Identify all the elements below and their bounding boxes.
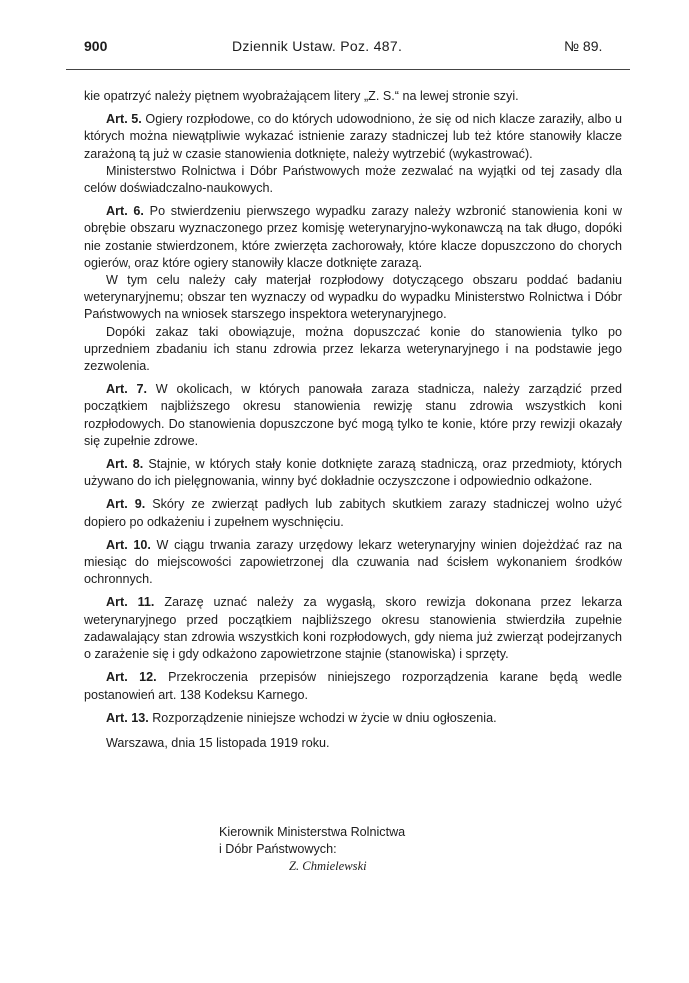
article-text: Po stwierdzeniu pierwszego wypadku zarazy należy wzbronić stanowienia koni w obrębie obszaru wyznaczonego przez komisję weterynaryjno-wykonawczą na tak długo, dopóki nie zostanie stwierdzonem, które zwierzęta zachorowały, które klacze dopuszczono do chorych ogierów, oraz które ogiery stanowiły klacze dotknięte zarazą. xyxy=(84,204,622,270)
article-label: Art. 12. xyxy=(106,670,157,685)
signature-block xyxy=(219,824,519,876)
intro-paragraph: kie opatrzyć należy piętnem wyobrażającem litery „Z. S.“ na lewej stronie szyi. xyxy=(84,89,519,103)
article-text: Dopóki zakaz taki obowiązuje, można dopuszczać konie do stanowienia tylko po uprzedniem zbadaniu ich stanu zdrowia przez lekarza weterynaryjnego i na podstawie jego zezwolenia. xyxy=(84,324,622,374)
article-text: W tym celu należy cały materjał rozpłodowy dotyczącego obszaru poddać badaniu weterynaryjnemu; obszar ten wyznaczy od wypadku do wypadku Ministerstwo Rolnictwa i Dóbr Państwowych na wniosek starszego inspektora weterynaryjnego. xyxy=(84,273,622,322)
article-text: W okolicach, w których panowała zaraza stadnicza, należy zarządzić przed początkiem najbliższego okresu stanowienia rewizję stanu zdrowia wszystkich koni rozpłodowych. Do stanowienia dopuszczone być mogą tylko te konie, które przy rewizji okazały się zupełnie zdrowe. xyxy=(84,382,622,448)
article-text: Skóry ze zwierząt padłych lub zabitych skutkiem zarazy stadniczej wolno użyć dopiero po odkażeniu i zupełnem wyschnięciu. xyxy=(84,497,622,529)
signatory-title-line-2: i Dóbr Państwowych: xyxy=(219,842,337,857)
article-text: Stajnie, w których stały konie dotknięte zarazą stadniczą, oraz przedmioty, których używano do ich pielęgnowania, winny być dokładnie oczyszczone i odpowiednio odkażone. xyxy=(84,457,622,489)
article-6-continuation-2 xyxy=(84,324,622,376)
journal-title: Dziennik Ustaw. Poz. 487. xyxy=(232,38,403,54)
article-text: Przekroczenia przepisów niniejszego rozporządzenia karane będą wedle postanowień art. 138 Kodeksu Karnego. xyxy=(84,670,622,702)
article-label: Art. 9. xyxy=(106,497,146,512)
article-label: Art. 13. xyxy=(106,710,149,725)
article-label: Art. 11. xyxy=(106,595,155,610)
article-label: Art. 7. xyxy=(106,382,147,397)
article-text: Ministerstwo Rolnictwa i Dóbr Państwowych może zezwalać na wyjątki od tej zasady dla celów doświadczalno-naukowych. xyxy=(84,163,622,196)
article-label: Art. 10. xyxy=(106,537,151,552)
article-text: W ciągu trwania zarazy urzędowy lekarz weterynaryjny winien dojeżdżać raz na miesiąc do miejscowości zapowietrzonej dla czuwania nad ścisłem wykonaniem środków ochronnych. xyxy=(84,537,622,587)
header-divider xyxy=(66,69,630,70)
article-5 xyxy=(84,111,622,163)
date-line: Warszawa, dnia 15 listopada 1919 roku. xyxy=(106,735,330,750)
article-7 xyxy=(84,381,622,450)
article-9 xyxy=(84,496,622,530)
article-13 xyxy=(84,710,622,727)
signatory-title-line-1: Kierownik Ministerstwa Rolnictwa xyxy=(219,825,406,839)
article-12 xyxy=(84,669,622,703)
signatory-name: Z. Chmielewski xyxy=(289,859,367,874)
article-text: Rozporządzenie niniejsze wchodzi w życie w dniu ogłoszenia. xyxy=(148,710,497,725)
article-text: Ogiery rozpłodowe, co do których udowodniono, że się od nich klacze zaraziły, albo u których można niewątpliwie wykazać istnienie zarazy stadniczej lub też które stanowiły klacze zarażoną tą już w czasie stanowienia dotknięte, należy wytrzebić (wykastrować). xyxy=(84,112,622,161)
article-11 xyxy=(84,594,622,663)
article-5-continuation xyxy=(84,163,622,197)
article-label: Art. 5. xyxy=(106,112,142,127)
article-10 xyxy=(84,537,622,589)
article-text: Zarazę uznać należy za wygasłą, skoro rewizja dokonana przez lekarza weterynaryjnego przed początkiem najbliższego okresu stanowienia stwierdziła zupełnie zadawalający stan zdrowia wszystkich koni rozpłodowych, gdy niema już zwierząt podejrzanych o zarażenie się i gdy odkażono zapowietrzone stajnie (stanowiska) i sprzęty. xyxy=(84,595,622,662)
article-6-continuation-1 xyxy=(84,272,622,324)
page-number: 900 xyxy=(84,38,108,54)
issue-number: № 89. xyxy=(564,38,603,54)
document-body xyxy=(84,88,622,752)
article-label: Art. 8. xyxy=(106,457,144,472)
article-label: Art. 6. xyxy=(106,204,144,219)
article-8 xyxy=(84,456,622,490)
page-header xyxy=(64,36,630,60)
article-6 xyxy=(84,203,622,272)
